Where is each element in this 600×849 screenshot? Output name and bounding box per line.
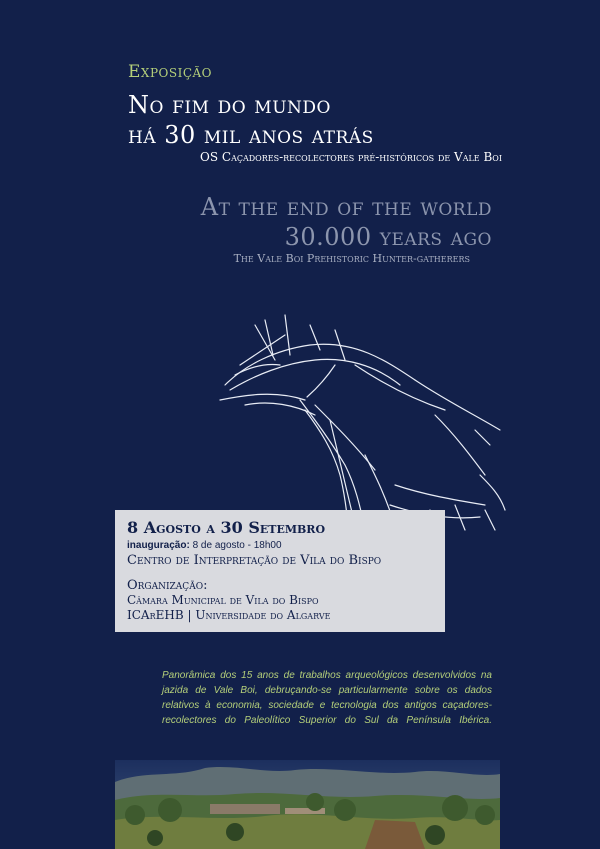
exhibition-dates: 8 Agosto a 30 Setembro [127,518,326,537]
english-subtitle: The Vale Boi Prehistoric Hunter-gatherers [233,252,470,265]
description: Panorâmica dos 15 anos de trabalhos arqueológicos desenvolvidos na jazida de Vale Boi, debruçando-se particularmente sobre os dados relativos à economia, sociedade e tecnologia dos antigos caçadores-recolectores do Paleolítico Superior do Sul da Península Ibérica. [162,670,492,726]
english-title [201,192,492,252]
info-box [115,510,445,632]
exhibition-label: Exposição [128,62,213,82]
organizer-2: ICArEHB | Universidade do Algarve [127,608,331,622]
english-title-line-1: At the end of the world [200,193,492,221]
organization-heading: Organização: [127,578,208,593]
organizer-1: Câmara Municipal de Vila do Bispo [127,593,319,607]
venue: Centro de Interpretação de Vila do Bispo [127,553,382,568]
portuguese-subtitle: OS Caçadores-recolectores pré-históricos de Vale Boi [200,150,502,164]
landscape-photo [115,760,500,849]
portuguese-title-line-1: No fim do mundo [128,91,331,119]
portuguese-title [128,90,374,150]
portuguese-title-line-2: há 30 mil anos atrás [128,121,374,149]
inauguration-value: 8 de agosto - 18h00 [189,540,282,551]
inauguration-line [127,540,433,551]
english-title-line-2: 30.000 years ago [284,223,492,251]
inauguration-label: inauguração: [127,540,190,551]
